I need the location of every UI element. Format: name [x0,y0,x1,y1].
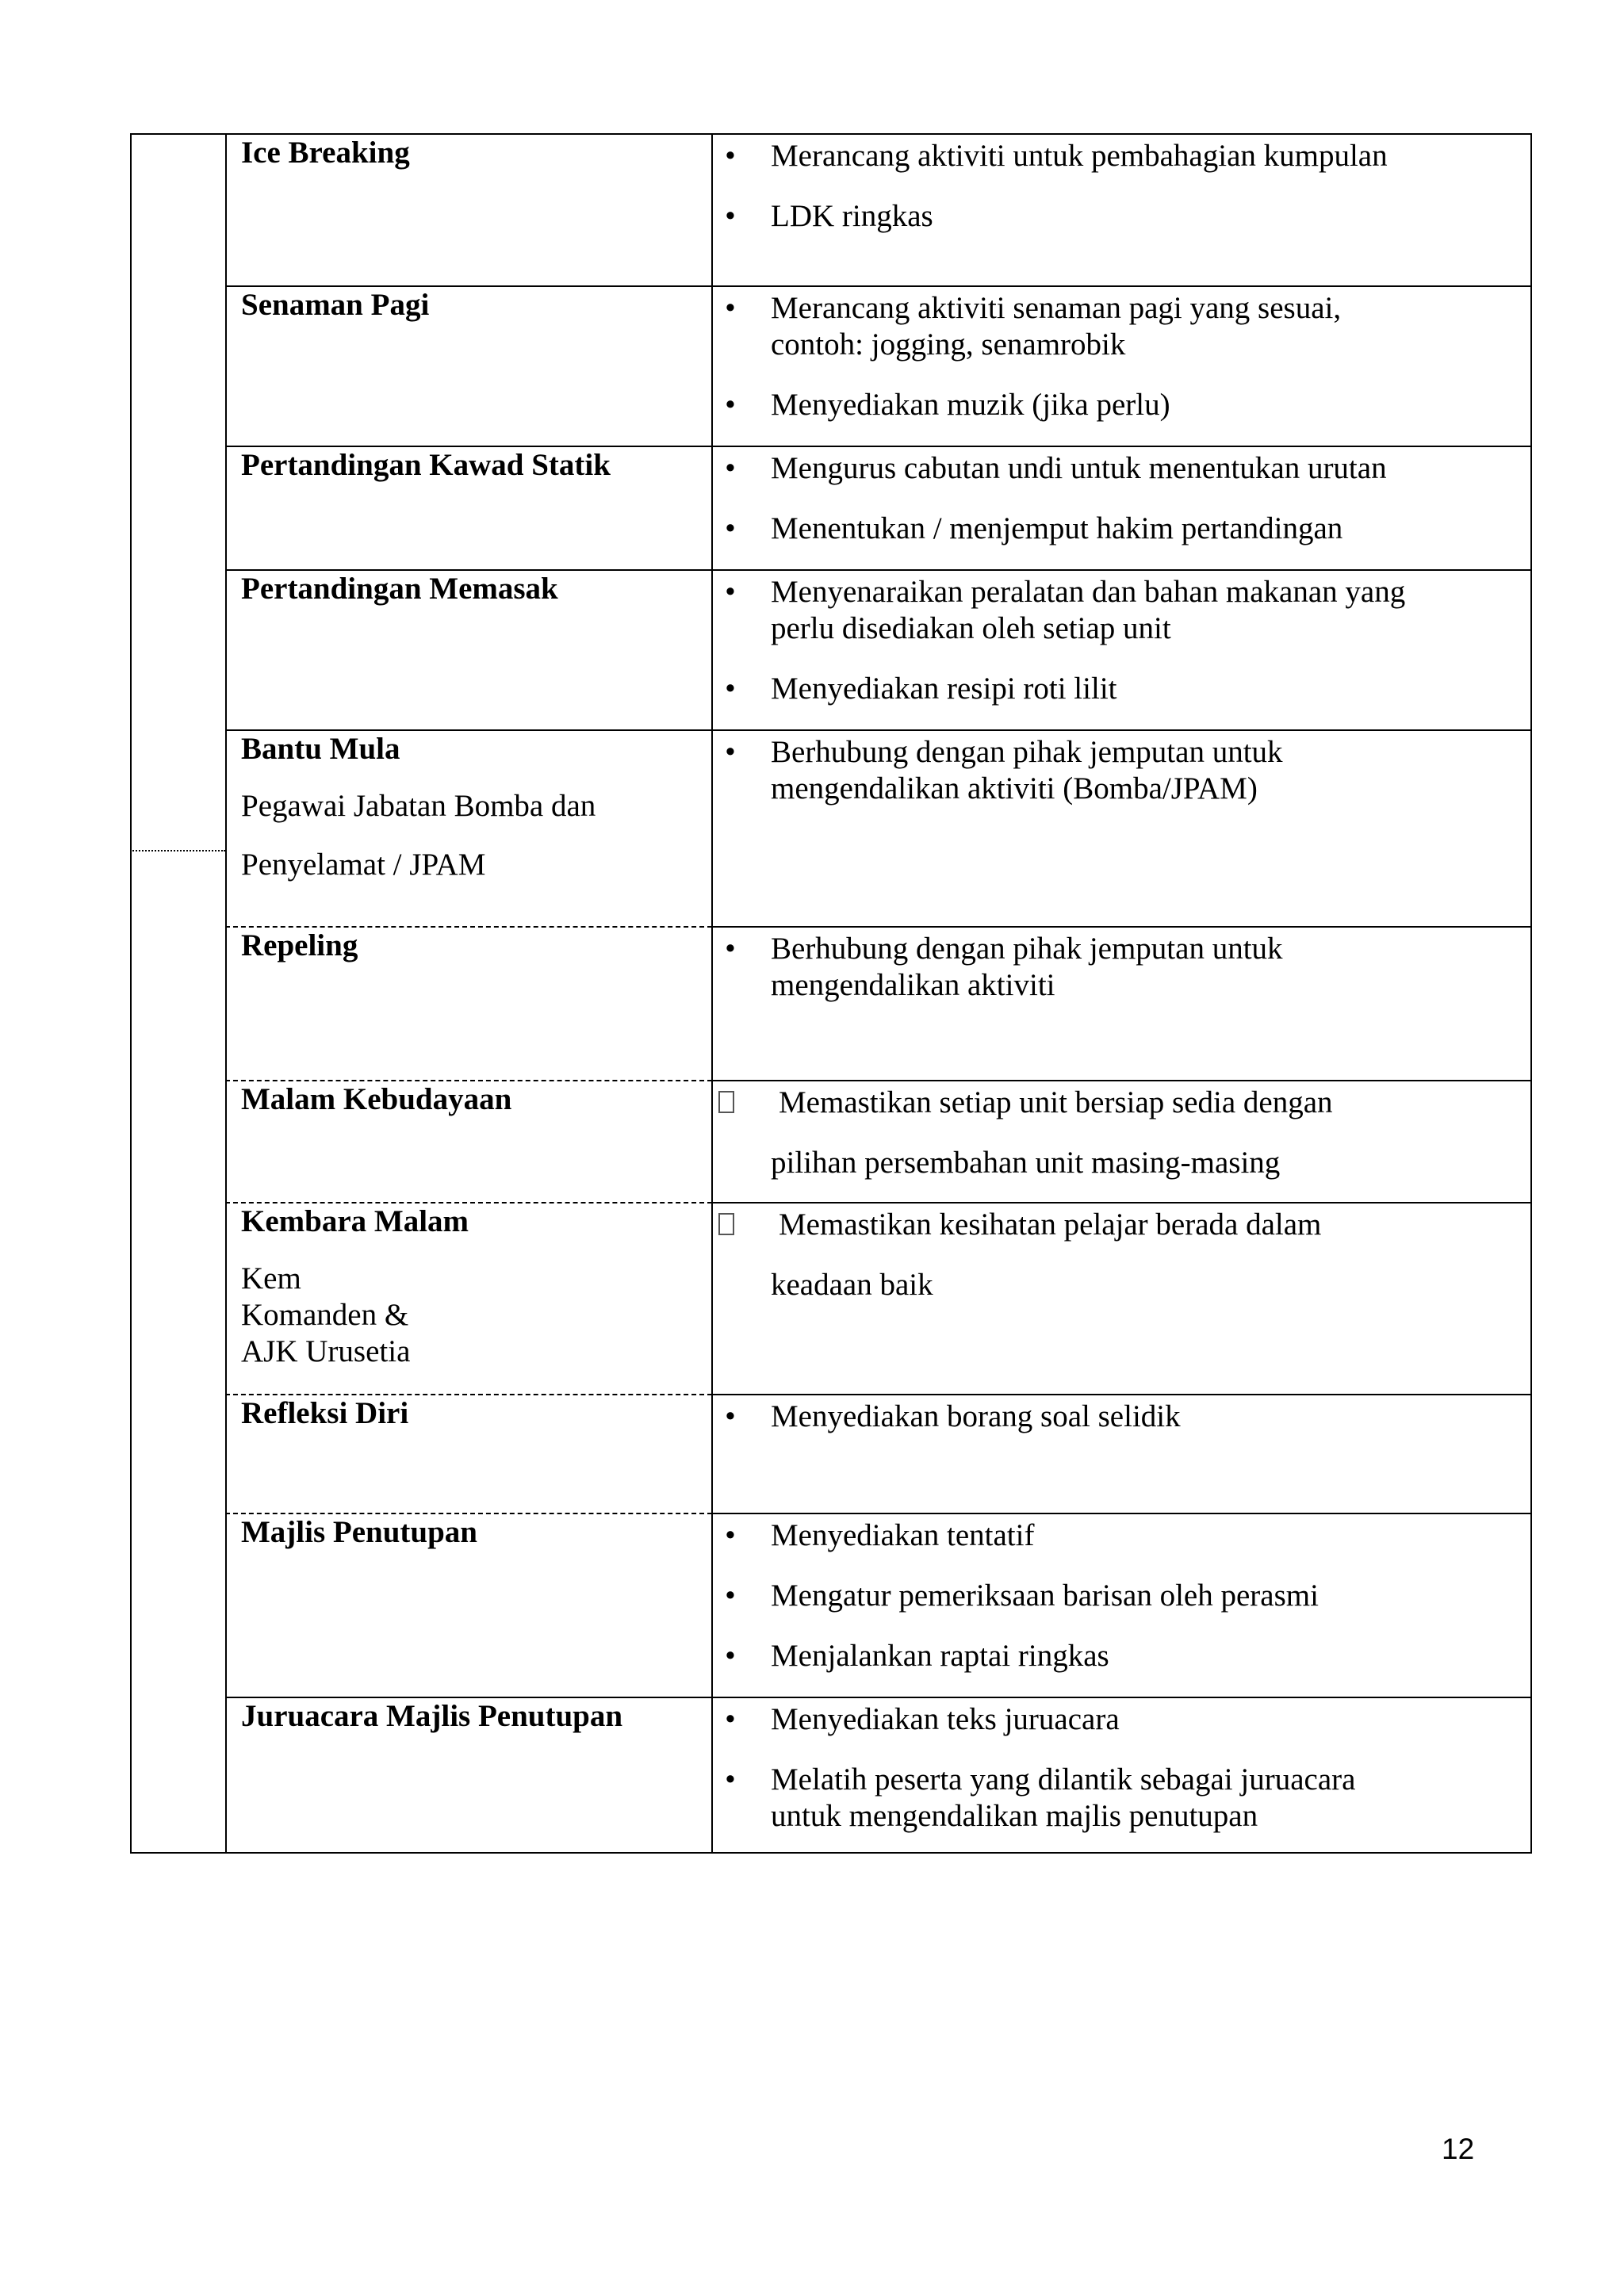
duty-text-line: untuk mengendalikan majlis penutupan [771,1799,1258,1833]
duty-item: Memastikan setiap unit bersiap sedia dengan [715,1085,1516,1121]
duty-text-line: perlu disediakan oleh setiap unit [771,611,1171,645]
row-divider [711,1202,1532,1203]
duties-cell [715,1207,1516,1303]
page-number: 12 [1442,2133,1475,2165]
duty-text-line: contoh: jogging, senamrobik [771,327,1126,362]
duty-text-line: Berhubung dengan pihak jemputan untuk [771,932,1283,966]
table-right-border [1530,133,1532,1854]
task-subtitle: Penyelamat / JPAM [241,848,486,882]
duty-item [715,290,1516,363]
duty-item: • Menyediakan resipi roti lilit [715,671,1516,707]
duties-cell [715,931,1516,1027]
task-cell [241,287,701,323]
box-bullet-icon [718,1213,734,1235]
task-name: Majlis Penutupan [241,1515,477,1549]
duty-item [715,931,1516,1004]
table-column-divider-1 [225,133,227,1854]
duty-item: • Menyediakan teks juruacara [715,1701,1516,1738]
row-divider [711,1080,1532,1081]
duty-continuation: keadaan baik [771,1268,933,1302]
duty-item [715,734,1516,807]
bullet-icon: • [725,139,736,173]
bullet-icon: • [725,932,736,966]
bullet-icon: • [725,735,736,769]
duty-item: • Menjalankan raptai ringkas [715,1638,1516,1674]
duties-cell [715,1517,1516,1698]
task-subtitle: Pegawai Jabatan Bomba dan [241,789,596,823]
duty-text-line: Melatih peserta yang dilantik sebagai juruacara [771,1762,1356,1797]
task-name: Repeling [241,928,358,962]
duty-item: • Menyediakan muzik (jika perlu) [715,387,1516,423]
bullet-icon: • [725,451,736,485]
bullet-icon: • [725,291,736,325]
task-cell [241,1698,701,1735]
duties-cell [715,734,1516,831]
box-bullet-icon [718,1091,734,1113]
bullet-icon: • [725,672,736,706]
row-divider [711,1394,1532,1395]
bullet-icon: • [725,1702,736,1736]
duties-cell [715,1399,1516,1459]
row-divider-dotted [130,850,225,851]
row-divider [711,926,1532,928]
duty-item [715,574,1516,647]
duty-text-line: Merancang aktiviti senaman pagi yang sesuai, [771,291,1342,325]
bullet-icon: • [725,388,736,422]
row-divider [711,1513,1532,1514]
duty-item [715,1762,1516,1835]
bullet-icon: • [725,1762,736,1797]
duty-item: Memastikan kesihatan pelajar berada dalam [715,1207,1516,1243]
task-name: Juruacara Majlis Penutupan [241,1699,623,1733]
duty-item: • LDK ringkas [715,198,1516,235]
task-cell [241,928,701,964]
task-cell [241,447,701,484]
duties-table [130,133,1532,1854]
duty-text-line: mengendalikan aktiviti (Bomba/JPAM) [771,771,1258,806]
task-cell [241,731,701,883]
task-cell [241,1395,701,1432]
bullet-icon: • [725,199,736,233]
duty-item: • Mengatur pemeriksaan barisan oleh perasmi [715,1578,1516,1614]
task-name: Bantu Mula [241,732,400,766]
duty-text-line: Menyenaraikan peralatan dan bahan makanan yang [771,575,1406,609]
task-name: Pertandingan Kawad Statik [241,448,611,482]
task-name: Ice Breaking [241,136,410,170]
task-name: Senaman Pagi [241,288,430,322]
duty-item: • Mengurus cabutan undi untuk menentukan urutan [715,450,1516,487]
duties-cell [715,574,1516,731]
duty-item: • Menentukan / menjemput hakim pertandingan [715,511,1516,547]
task-subtitle: Kem Komanden & AJK Urusetia [241,1261,411,1368]
task-name: Malam Kebudayaan [241,1082,512,1116]
bullet-icon: • [725,511,736,545]
duties-cell [715,138,1516,258]
duties-cell [715,1701,1516,1858]
bullet-icon: • [725,1518,736,1552]
duties-cell [715,1085,1516,1181]
task-cell [241,1081,701,1118]
task-name: Pertandingan Memasak [241,572,558,606]
task-cell [241,1514,701,1551]
duty-item: • Menyediakan borang soal selidik [715,1399,1516,1435]
table-column-divider-2 [711,133,713,1854]
bullet-icon: • [725,1578,736,1613]
task-cell [241,135,701,171]
duties-cell [715,290,1516,447]
bullet-icon: • [725,1639,736,1673]
duty-continuation: pilihan persembahan unit masing-masing [771,1146,1281,1180]
duty-item: • Menyediakan tentatif [715,1517,1516,1554]
duty-text-line: Berhubung dengan pihak jemputan untuk [771,735,1283,769]
task-cell [241,571,701,607]
duties-cell [715,450,1516,571]
task-name: Kembara Malam [241,1204,469,1238]
bullet-icon: • [725,1399,736,1433]
task-name: Refleksi Diri [241,1396,409,1430]
duty-item: • Merancang aktiviti untuk pembahagian kumpulan [715,138,1516,174]
bullet-icon: • [725,575,736,609]
task-cell [241,1203,701,1370]
duty-text-line: mengendalikan aktiviti [771,968,1055,1002]
table-left-border [130,133,132,1854]
